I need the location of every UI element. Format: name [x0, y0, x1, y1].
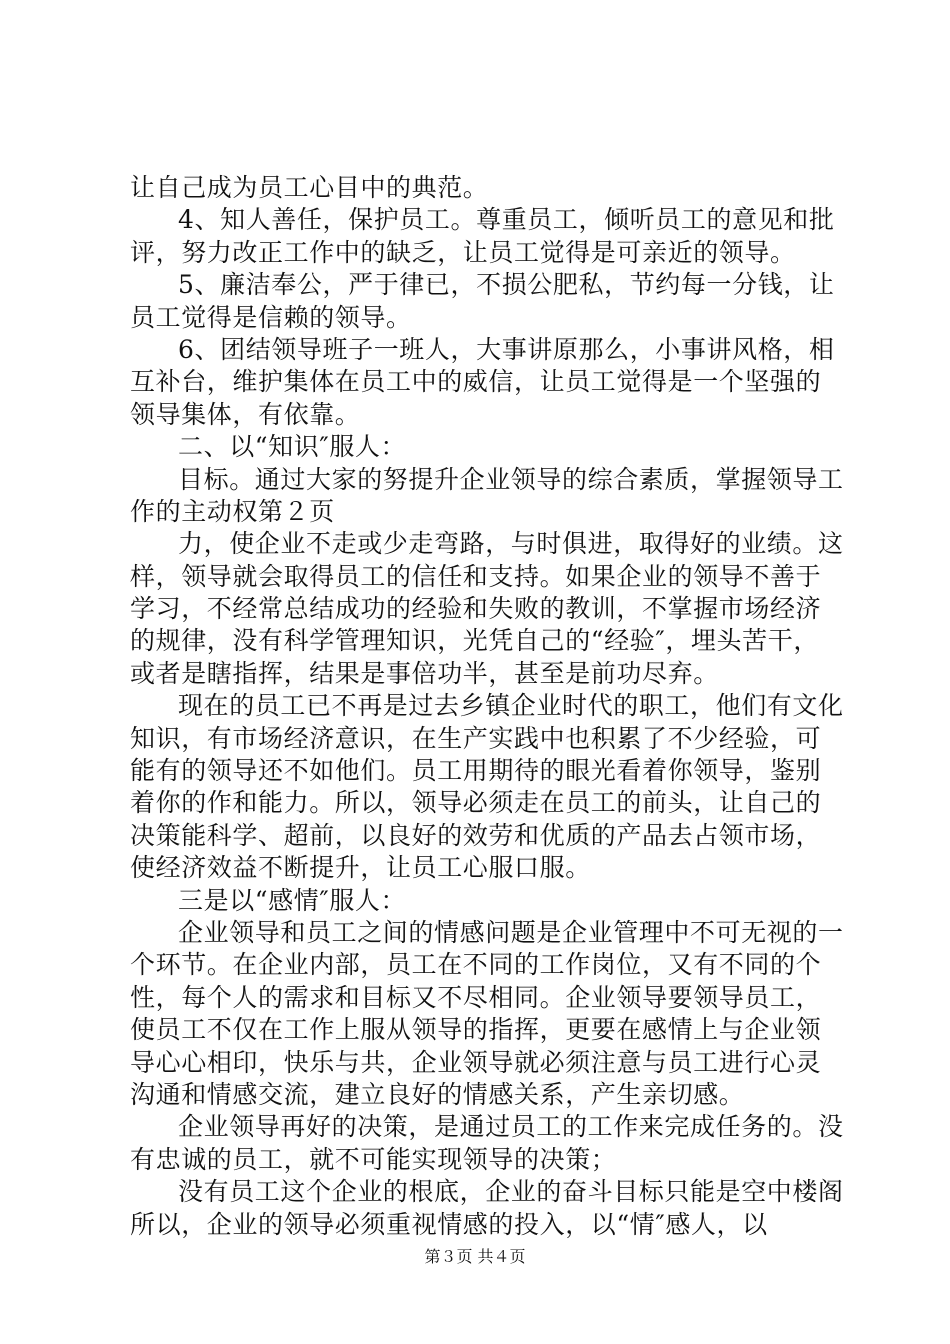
text-line: 目标。通过大家的努提升企业领导的综合素质，掌握领导工 — [178, 464, 844, 494]
text-line: 没有员工这个企业的根底，企业的奋斗目标只能是空中楼阁 — [178, 1177, 844, 1207]
text-line: 能有的领导还不如他们。员工用期待的眼光看着你领导，鉴别 — [130, 756, 822, 786]
text-line: 让自己成为员工心目中的典范。 — [130, 173, 489, 202]
text-line: 所以，企业的领导必须重视情感的投入，以“情″感人，以 — [130, 1209, 768, 1239]
text-line: 学习，不经常总结成功的经验和失败的教训，不掌握市场经济 — [130, 594, 822, 624]
text-line: 知识，有市场经济意识，在生产实践中也积累了不少经验，可 — [130, 723, 822, 753]
text-line: 员工觉得是信赖的领导。 — [130, 302, 412, 332]
text-line: 领导集体，有依靠。 — [130, 399, 361, 429]
text-line: 决策能科学、超前，以良好的效劳和优质的产品去占领市场， — [130, 820, 822, 850]
text-line: 使经济效益不断提升，让员工心服口服。 — [130, 853, 591, 883]
text-line: 企业领导再好的决策，是通过员工的工作来完成任务的。没 — [178, 1112, 844, 1142]
text-line: 有忠诚的员工，就不可能实现领导的决策； — [130, 1144, 617, 1174]
text-line: 样，领导就会取得员工的信任和支持。如果企业的领导不善于 — [130, 561, 822, 591]
text-line: 二、以“知识″服人： — [178, 432, 407, 462]
text-line: 作的主动权第２页 — [130, 496, 335, 526]
text-line: 的规律，没有科学管理知识，光凭自己的“经验″，埋头苦干， — [130, 626, 819, 656]
text-line: 沟通和情感交流，建立良好的情感关系，产生亲切感。 — [130, 1079, 745, 1109]
text-line: 使员工不仅在工作上服从领导的指挥，更要在感情上与企业领 — [130, 1015, 822, 1045]
text-line: 着你的作和能力。所以，领导必须走在员工的前头，让自己的 — [130, 788, 822, 818]
text-line: 个环节。在企业内部，员工在不同的工作岗位，又有不同的个 — [130, 950, 822, 980]
text-line: 性，每个人的需求和目标又不尽相同。企业领导要领导员工， — [130, 982, 822, 1012]
page-footer: 第３页 共４页 — [424, 1247, 526, 1266]
text-line: 互补台，维护集体在员工中的威信，让员工觉得是一个坚强的 — [130, 367, 822, 397]
text-line: 导心心相印，快乐与共，企业领导就必须注意与员工进行心灵 — [130, 1047, 822, 1077]
text-line: 6、团结领导班子一班人，大事讲原那么，小事讲风格，相 — [178, 334, 835, 364]
text-line: 4、知人善任，保护员工。尊重员工，倾听员工的意见和批 — [178, 205, 835, 235]
text-line: 评，努力改正工作中的缺乏，让员工觉得是可亲近的领导。 — [130, 237, 796, 267]
text-line: 或者是瞎指挥，结果是事倍功半，甚至是前功尽弃。 — [130, 658, 719, 688]
document-body — [130, 172, 844, 1241]
text-line: 现在的员工已不再是过去乡镇企业时代的职工，他们有文化 — [178, 691, 844, 721]
text-line: 企业领导和员工之间的情感问题是企业管理中不可无视的一 — [178, 917, 844, 947]
text-line: 三是以“感情″服人： — [178, 885, 407, 915]
text-line: 5、廉洁奉公，严于律已，不损公肥私，节约每一分钱，让 — [178, 270, 835, 300]
text-line: 力，使企业不走或少走弯路，与时俱进，取得好的业绩。这 — [178, 529, 844, 559]
